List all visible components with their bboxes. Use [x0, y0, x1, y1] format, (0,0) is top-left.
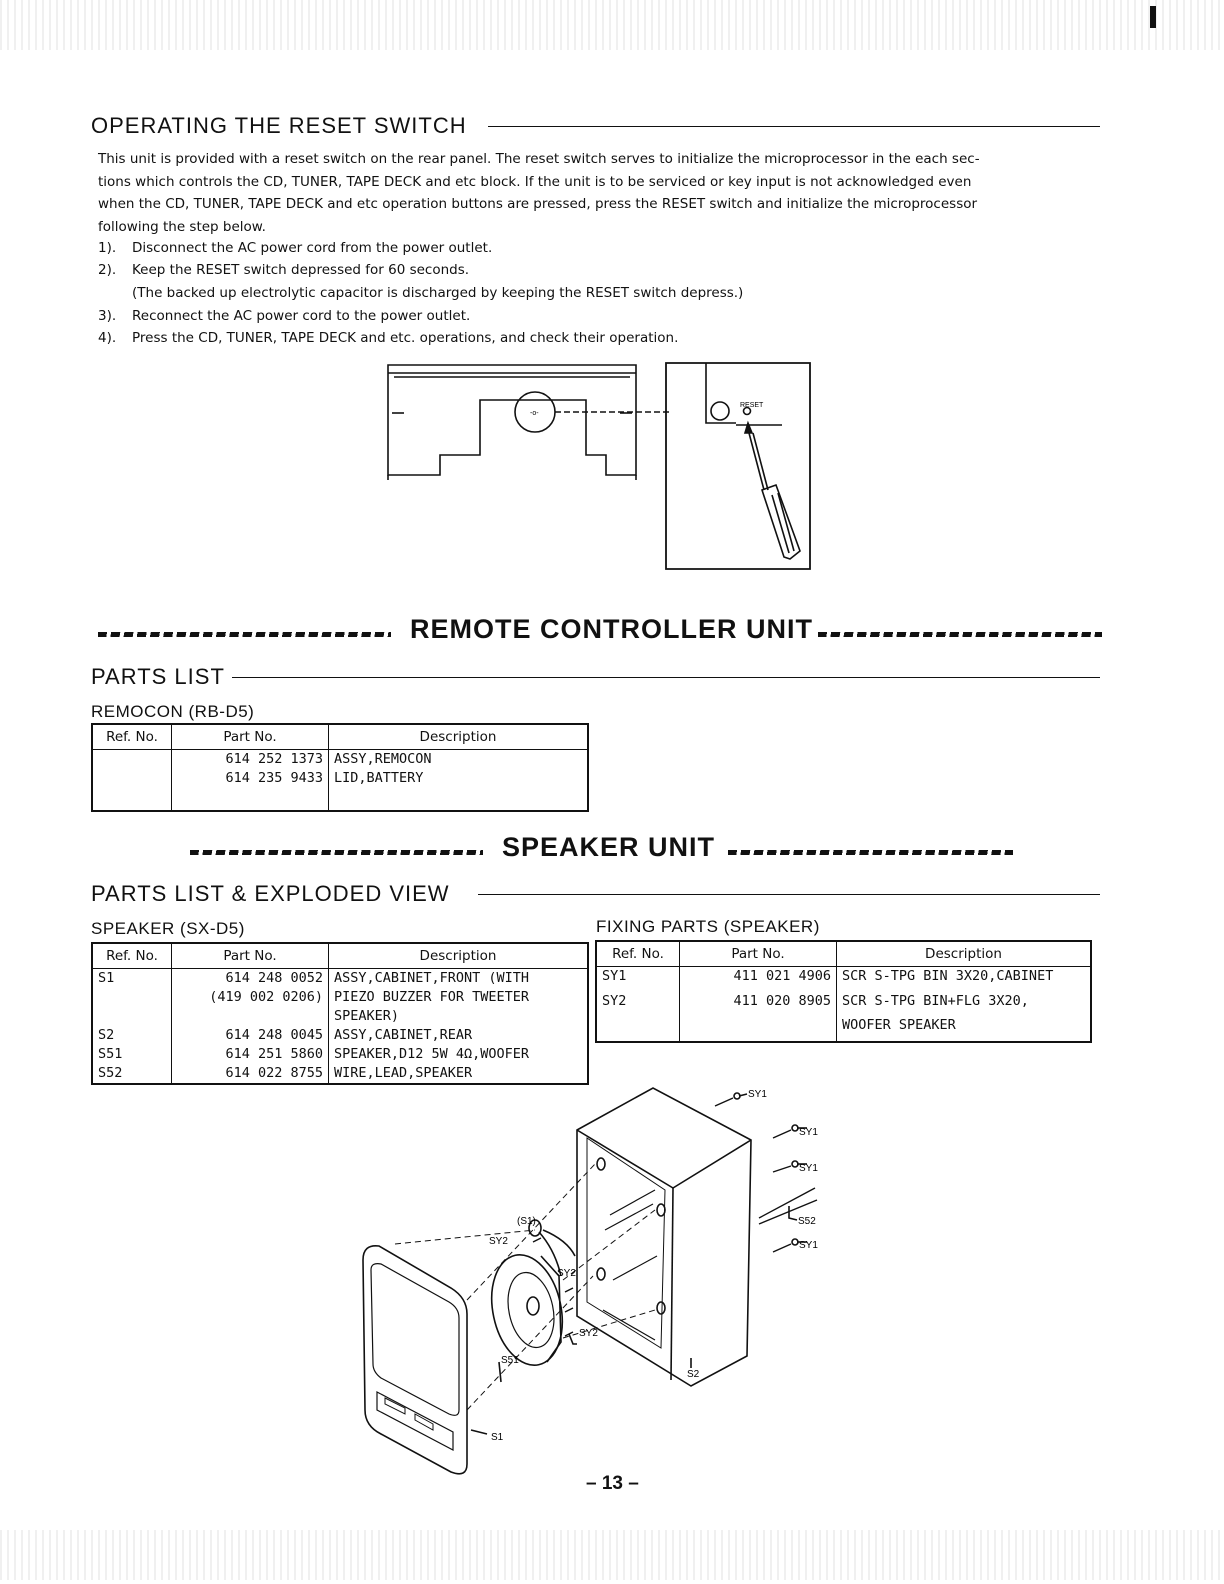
part-cell [172, 1007, 329, 1026]
part-cell [680, 1016, 837, 1042]
col-description: Description [329, 724, 589, 750]
title-rule [232, 677, 1100, 678]
table-header-row [92, 724, 588, 750]
ref-cell [92, 769, 172, 788]
label-sy2: SY2 [489, 1236, 508, 1247]
table-row [596, 1016, 1091, 1042]
speaker-parts-table [91, 942, 589, 1085]
col-part-no: Part No. [680, 941, 837, 967]
col-part-no: Part No. [172, 724, 329, 750]
ref-cell [596, 1016, 680, 1042]
col-ref-no: Ref. No. [596, 941, 680, 967]
step-number: 3). [98, 308, 117, 324]
ref-cell [92, 1007, 172, 1026]
table-row [596, 992, 1091, 1017]
ref-cell: S52 [92, 1064, 172, 1084]
step-number: 2). [98, 262, 117, 278]
ref-cell: SY1 [596, 967, 680, 992]
reset-intro [98, 148, 1088, 238]
part-cell: 614 248 0052 [172, 969, 329, 989]
speaker-parts-title: PARTS LIST & EXPLODED VIEW [91, 881, 450, 906]
remocon-table-title: REMOCON (RB-D5) [91, 702, 255, 721]
desc-cell: LID,BATTERY [329, 769, 589, 788]
fixing-parts-table [595, 940, 1092, 1043]
banner-dashes-left [190, 850, 483, 855]
remote-parts-title: PARTS LIST [91, 664, 225, 689]
speaker-banner: SPEAKER UNIT [502, 832, 716, 862]
title-rule [488, 126, 1100, 127]
table-row [92, 750, 588, 770]
desc-cell: WIRE,LEAD,SPEAKER [329, 1064, 589, 1084]
edge-mark [1150, 6, 1156, 28]
table-row [92, 769, 588, 788]
step-text: Reconnect the AC power cord to the power outlet. [132, 308, 471, 324]
part-cell: (419 002 0206) [172, 988, 329, 1007]
table-header-row [596, 941, 1091, 967]
scan-noise-top [0, 0, 1224, 50]
banner-dashes-right [818, 632, 1102, 637]
ref-cell: S2 [92, 1026, 172, 1045]
table-row-filler [92, 788, 588, 811]
desc-cell: SCR S-TPG BIN 3X20,CABINET [837, 967, 1092, 992]
desc-cell: ASSY,REMOCON [329, 750, 589, 770]
title-rule [478, 894, 1100, 895]
step-text: Keep the RESET switch depressed for 60 seconds. [132, 262, 470, 278]
part-cell: 614 251 5860 [172, 1045, 329, 1064]
page-number: – 13 – [586, 1473, 639, 1494]
ref-cell [92, 750, 172, 770]
reset-figure-label: RESET [740, 402, 764, 409]
speaker-exploded-view [355, 1080, 835, 1480]
step-2 [98, 262, 469, 278]
desc-cell: ASSY,CABINET,FRONT (WITH [329, 969, 589, 989]
step-text: (The backed up electrolytic capacitor is discharged by keeping the RESET switch depress.) [132, 285, 744, 301]
table-row [92, 988, 588, 1007]
step-number: 1). [98, 240, 117, 256]
scan-noise-bottom [0, 1530, 1224, 1580]
desc-cell: PIEZO BUZZER FOR TWEETER [329, 988, 589, 1007]
label-s1-paren: (S1) [517, 1216, 536, 1227]
step-text: Disconnect the AC power cord from the power outlet. [132, 240, 493, 256]
label-s1: S1 [491, 1432, 504, 1443]
table-row [92, 1026, 588, 1045]
ref-cell: S1 [92, 969, 172, 989]
label-sy1: SY1 [799, 1163, 818, 1174]
step-4 [98, 330, 678, 346]
label-s52: S52 [798, 1216, 816, 1227]
banner-dashes-left [98, 632, 391, 637]
col-ref-no: Ref. No. [92, 724, 172, 750]
step-1 [98, 240, 492, 256]
fixing-table-title: FIXING PARTS (SPEAKER) [596, 917, 820, 936]
step-3 [98, 308, 470, 324]
desc-cell: WOOFER SPEAKER [837, 1016, 1092, 1042]
part-cell: 614 235 9433 [172, 769, 329, 788]
remocon-parts-table [91, 723, 589, 812]
table-header-row [92, 943, 588, 969]
col-description: Description [837, 941, 1092, 967]
desc-cell: SPEAKER) [329, 1007, 589, 1026]
label-sy2: SY2 [557, 1268, 576, 1279]
label-sy1: SY1 [799, 1240, 818, 1251]
intro-line: tions which controls the CD, TUNER, TAPE DECK and etc block. If the unit is to be serviced or key input is not acknowledged even [98, 173, 972, 190]
table-row [92, 1007, 588, 1026]
part-cell: 614 022 8755 [172, 1064, 329, 1084]
part-cell: 411 021 4906 [680, 967, 837, 992]
desc-cell: SPEAKER,D12 5W 4Ω,WOOFER [329, 1045, 589, 1064]
step-number: 4). [98, 330, 117, 346]
col-description: Description [329, 943, 589, 969]
speaker-table-title: SPEAKER (SX-D5) [91, 919, 245, 938]
intro-line: following the step below. [98, 218, 266, 235]
part-cell: 614 252 1373 [172, 750, 329, 770]
step-2-note [98, 285, 743, 301]
table-row [92, 969, 588, 989]
banner-dashes-right [728, 850, 1013, 855]
col-ref-no: Ref. No. [92, 943, 172, 969]
reset-section-title: OPERATING THE RESET SWITCH [91, 113, 467, 138]
table-row [596, 967, 1091, 992]
part-cell: 614 248 0045 [172, 1026, 329, 1045]
remote-banner: REMOTE CONTROLLER UNIT [410, 614, 813, 644]
desc-cell: SCR S-TPG BIN+FLG 3X20, [837, 992, 1092, 1017]
reset-switch-figure [380, 355, 820, 585]
ref-cell: SY2 [596, 992, 680, 1017]
label-s2: S2 [687, 1369, 700, 1380]
label-sy2: SY2 [579, 1328, 598, 1339]
ref-cell [92, 988, 172, 1007]
intro-line: when the CD, TUNER, TAPE DECK and etc operation buttons are pressed, press the RESET switch and initialize the microprocessor [98, 196, 978, 212]
label-s51: S51 [501, 1355, 519, 1366]
step-text: Press the CD, TUNER, TAPE DECK and etc. operations, and check their operation. [132, 330, 679, 346]
label-sy1: SY1 [799, 1127, 818, 1138]
ref-cell: S51 [92, 1045, 172, 1064]
label-sy1: SY1 [748, 1089, 767, 1100]
col-part-no: Part No. [172, 943, 329, 969]
intro-line: This unit is provided with a reset switch on the rear panel. The reset switch serves to initialize the microprocessor in the each sec- [98, 151, 980, 167]
desc-cell: ASSY,CABINET,REAR [329, 1026, 589, 1045]
part-cell: 411 020 8905 [680, 992, 837, 1017]
table-row [92, 1045, 588, 1064]
svg-text:-o-: -o- [530, 410, 539, 417]
